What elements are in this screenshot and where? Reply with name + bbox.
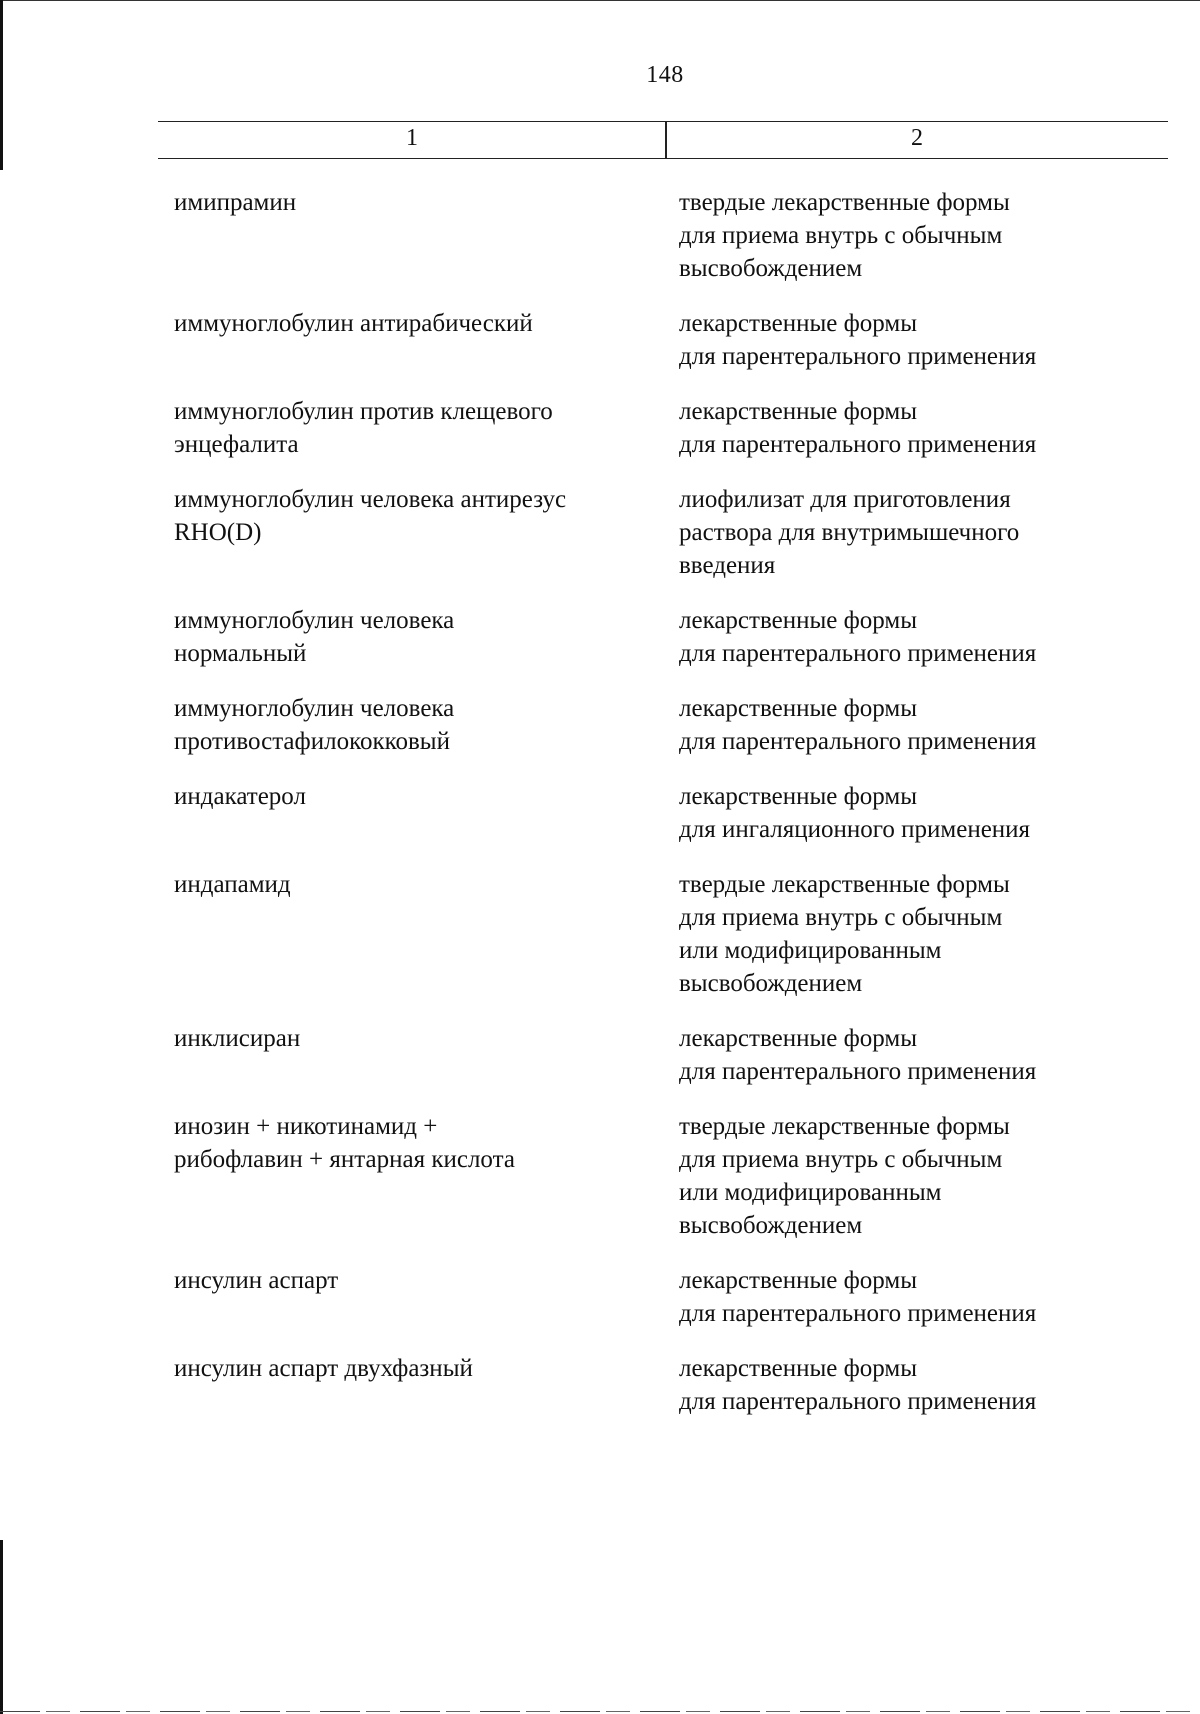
column-header-1: 1 [406, 125, 418, 151]
drug-name-line: инклисиран [174, 1025, 301, 1052]
dosage-form-line: для приема внутрь с обычным [679, 1146, 1003, 1173]
dosage-form-cell [679, 604, 1124, 670]
drug-name-cell [174, 483, 679, 582]
drug-name-cell [174, 1352, 679, 1418]
table-row [174, 307, 1124, 373]
drug-name-line: иммуноглобулин человека антирезус [174, 486, 567, 513]
drug-name-line: рибофлавин + янтарная кислота [174, 1146, 515, 1173]
dosage-form-cell [679, 1264, 1124, 1330]
dosage-form-line: для парентерального применения [679, 343, 1037, 370]
drug-name-line: инсулин аспарт [174, 1267, 339, 1294]
dosage-form-line: для приема внутрь с обычным [679, 904, 1003, 931]
drug-name-cell [174, 395, 679, 461]
dosage-form-cell [679, 868, 1124, 1000]
dosage-form-line: твердые лекарственные формы [679, 189, 1010, 216]
table-row [174, 604, 1124, 670]
scan-border-bottom [0, 1711, 1200, 1712]
page-number: 148 [646, 62, 684, 88]
dosage-form-cell [679, 1110, 1124, 1242]
dosage-form-cell [679, 1352, 1124, 1418]
dosage-form-line: для парентерального применения [679, 1058, 1037, 1085]
dosage-form-cell [679, 780, 1124, 846]
drug-name-line: иммуноглобулин человека [174, 695, 455, 722]
dosage-form-line: лекарственные формы [679, 1267, 918, 1294]
dosage-form-line: лекарственные формы [679, 783, 918, 810]
drug-name-line: энцефалита [174, 431, 299, 458]
table-row [174, 1022, 1124, 1088]
dosage-form-cell [679, 483, 1124, 582]
dosage-form-cell [679, 692, 1124, 758]
drug-name-cell [174, 186, 679, 285]
dosage-form-line: для парентерального применения [679, 1300, 1037, 1327]
drug-name-line: индакатерол [174, 783, 306, 810]
drug-name-cell [174, 604, 679, 670]
drug-name-cell [174, 692, 679, 758]
dosage-form-cell [679, 307, 1124, 373]
table-row [174, 483, 1124, 582]
drug-name-line: инсулин аспарт двухфазный [174, 1355, 473, 1382]
dosage-form-line: для парентерального применения [679, 640, 1037, 667]
dosage-form-cell [679, 186, 1124, 285]
table-row [174, 1352, 1124, 1418]
drug-name-cell [174, 868, 679, 1000]
drug-name-cell [174, 1022, 679, 1088]
dosage-form-line: для парентерального применения [679, 1388, 1037, 1415]
dosage-form-line: лекарственные формы [679, 398, 918, 425]
dosage-form-line: или модифицированным [679, 1179, 942, 1206]
dosage-form-line: высвобождением [679, 1212, 863, 1239]
dosage-form-cell [679, 395, 1124, 461]
dosage-form-line: для парентерального применения [679, 431, 1037, 458]
scan-border-left-lower [0, 1540, 3, 1714]
dosage-form-line: или модифицированным [679, 937, 942, 964]
drug-name-line: противостафилококковый [174, 728, 450, 755]
table-header [158, 121, 1168, 159]
drug-name-cell [174, 307, 679, 373]
column-header-2: 2 [911, 125, 923, 151]
drug-name-line: имипрамин [174, 189, 297, 216]
table-row [174, 780, 1124, 846]
drug-name-cell [174, 1110, 679, 1242]
scan-border-top [0, 0, 1200, 1]
table-body [174, 186, 1124, 1418]
dosage-form-line: лекарственные формы [679, 607, 918, 634]
dosage-form-line: лекарственные формы [679, 1025, 918, 1052]
table-row [174, 692, 1124, 758]
dosage-form-line: высвобождением [679, 970, 863, 997]
dosage-form-line: лекарственные формы [679, 695, 918, 722]
table-row [174, 186, 1124, 285]
dosage-form-line: для приема внутрь с обычным [679, 222, 1003, 249]
drug-name-line: иммуноглобулин антирабический [174, 310, 533, 337]
dosage-form-line: раствора для внутримышечного [679, 519, 1020, 546]
table-row [174, 868, 1124, 1000]
drug-name-line: RHO(D) [174, 519, 262, 546]
table-row [174, 1110, 1124, 1242]
dosage-form-line: лиофилизат для приготовления [679, 486, 1011, 513]
dosage-form-line: для ингаляционного применения [679, 816, 1031, 843]
table-row [174, 395, 1124, 461]
dosage-form-line: для парентерального применения [679, 728, 1037, 755]
dosage-form-line: твердые лекарственные формы [679, 1113, 1010, 1140]
dosage-form-line: лекарственные формы [679, 1355, 918, 1382]
drug-name-line: индапамид [174, 871, 291, 898]
drug-name-cell [174, 1264, 679, 1330]
dosage-form-line: высвобождением [679, 255, 863, 282]
drug-name-line: иммуноглобулин против клещевого [174, 398, 553, 425]
dosage-form-line: введения [679, 552, 776, 579]
drug-name-cell [174, 780, 679, 846]
dosage-form-cell [679, 1022, 1124, 1088]
drug-name-line: инозин + никотинамид + [174, 1113, 438, 1140]
dosage-form-line: твердые лекарственные формы [679, 871, 1010, 898]
drug-name-line: нормальный [174, 640, 307, 667]
table-row [174, 1264, 1124, 1330]
dosage-form-line: лекарственные формы [679, 310, 918, 337]
drug-name-line: иммуноглобулин человека [174, 607, 455, 634]
